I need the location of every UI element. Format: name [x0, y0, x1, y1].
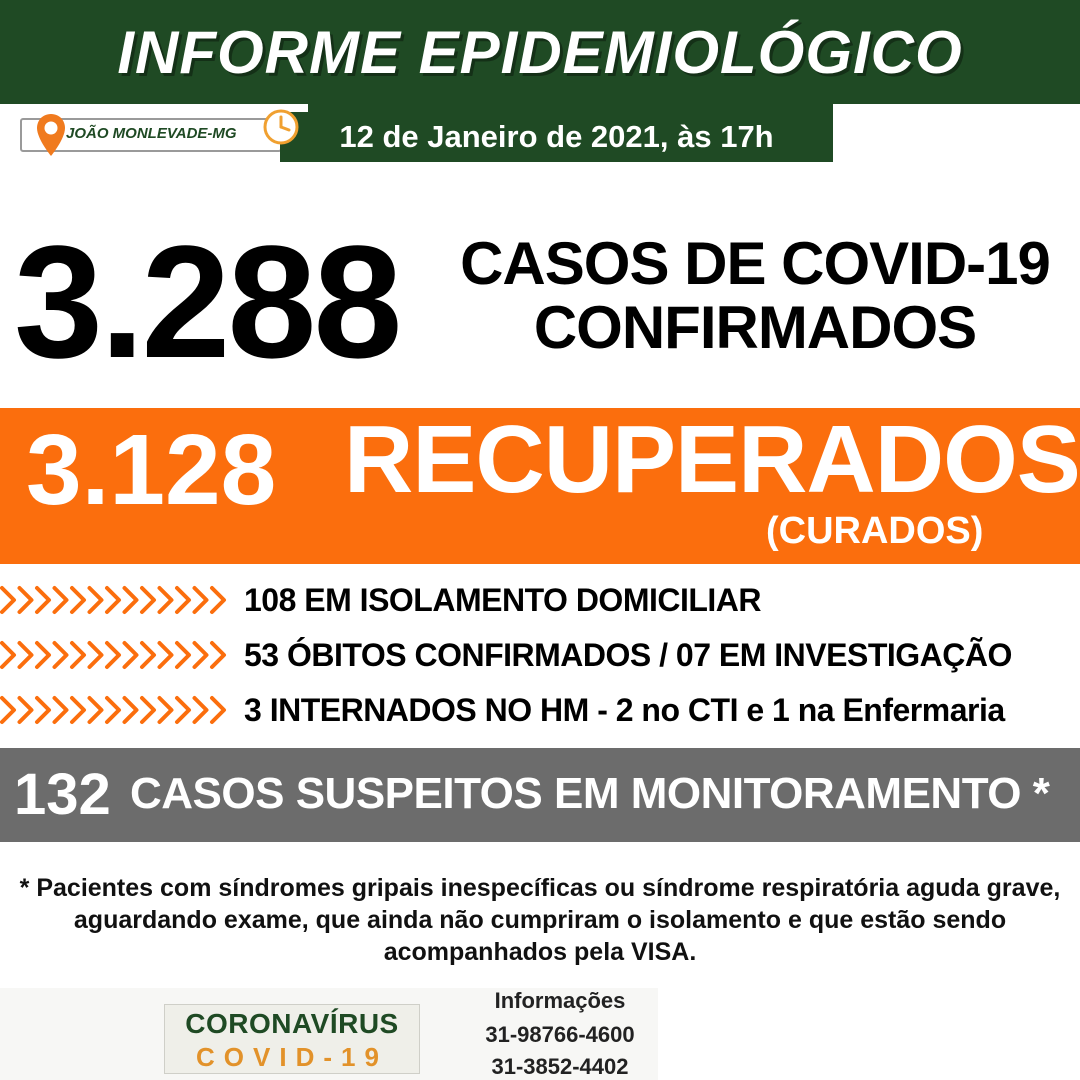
header-banner [0, 0, 1080, 104]
detail-text: 108 EM ISOLAMENTO DOMICILIAR [244, 581, 762, 618]
info-title: Informações [494, 988, 626, 1013]
footnote-line: acompanhados pela VISA. [383, 938, 697, 966]
location-city: JOÃO MONLEVADE-MG [66, 125, 237, 142]
suspected-count: 132 [14, 762, 111, 827]
footnote-line: aguardando exame, que ainda não cumpriram o isolamento e que estão sendo [73, 906, 1007, 934]
report-date: 12 de Janeiro de 2021, às 17h [339, 119, 774, 154]
detail-text: 53 ÓBITOS CONFIRMADOS / 07 EM INVESTIGAÇÃO [244, 636, 1012, 673]
detail-text: 3 INTERNADOS NO HM - 2 no CTI e 1 na Enfermaria [244, 691, 1005, 728]
phone-number: 31-3852-4402 [491, 1054, 629, 1079]
page-title: INFORME EPIDEMIOLÓGICO [117, 18, 963, 86]
cured-label: (CURADOS) [766, 510, 984, 552]
chevron-arrows-icon [0, 580, 236, 620]
suspected-label: CASOS SUSPEITOS EM MONITORAMENTO * [130, 769, 1050, 818]
chevron-arrows-icon [0, 690, 236, 730]
chevron-arrows-icon [0, 635, 236, 675]
recovered-label: RECUPERADOS [344, 406, 1080, 513]
confirmed-label [440, 232, 1070, 360]
recovered-count: 3.128 [26, 414, 277, 526]
detail-row-isolation [0, 580, 761, 620]
confirmed-count: 3.288 [14, 212, 400, 391]
phone-number: 31-98766-4600 [485, 1022, 635, 1047]
logo-line2: COVID-19 [196, 1042, 388, 1072]
detail-row-hospitalized [0, 690, 1005, 730]
location-pin-icon [34, 112, 68, 158]
footnote-line: * Pacientes com síndromes gripais inespecíficas ou síndrome respiratória aguda grave, [19, 874, 1061, 902]
confirmed-label-line1: CASOS DE COVID-19 [460, 230, 1050, 297]
logo-line1: CORONAVÍRUS [185, 1008, 399, 1039]
detail-row-deaths [0, 635, 1012, 675]
footnote [10, 872, 1070, 968]
confirmed-label-line2: CONFIRMADOS [533, 294, 977, 361]
